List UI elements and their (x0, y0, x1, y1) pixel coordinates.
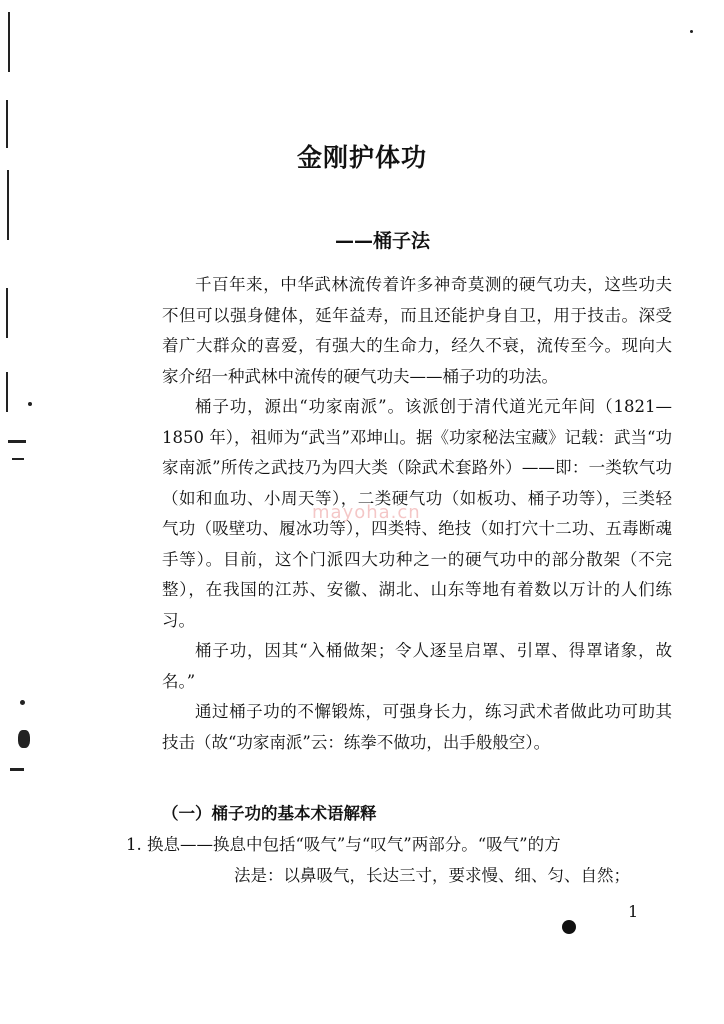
scan-speck (690, 30, 693, 33)
page-number: 1 (628, 902, 639, 921)
section-heading: （一）桶子功的基本术语解释 (162, 804, 377, 823)
term-line-2: 法是：以鼻吸气，长达三寸，要求慢、细、匀、自然； (234, 865, 630, 885)
paragraph-origin: 桶子功，源出“功家南派”。该派创于清代道光元年间（1821—1850 年），祖师为“武当”邓坤山。据《功家秘法宝藏》记载：武当“功家南派”所传之武技乃为四大类（除武术套路外）——即：一类软气功（如和血功、小周天等），二类硬气功（如板功、桶子功等），三类轻气功（吸壁功、履冰功等），四类特、绝技（如打穴十二功、五毒断魂手等）。目前，这个门派四大功种之一的硬气功中的部分散架（不完整），在我国的江苏、安徽、湖北、山东等地有着数以万计的人们练习。 (162, 397, 672, 630)
term-line-1 (126, 830, 671, 861)
scan-margin-line (8, 12, 10, 72)
term-definition (126, 830, 671, 891)
scan-speck (8, 440, 26, 443)
scan-margin-line (6, 372, 8, 412)
scan-speck (20, 700, 25, 705)
paragraph-name: 桶子功，因其“入桶做架；令人逐呈启罩、引罩、得罩诸象，故名。” (162, 641, 672, 691)
scan-margin-line (6, 288, 8, 338)
scan-speck (28, 402, 32, 406)
term-label: 1. 换息—— (126, 835, 213, 854)
paragraph-benefit: 通过桶子功的不懈锻炼，可强身长力，练习武术者做此功可助其技击（故“功家南派”云：练拳不做功，出手般般空）。 (162, 702, 672, 752)
scan-speck (18, 730, 30, 748)
scan-margin-line (7, 170, 9, 240)
watermark: mayoha.cn (312, 502, 421, 523)
page-subtitle: ——桶子法 (335, 230, 431, 252)
scan-speck (12, 458, 24, 460)
page-title: 金刚护体功 (296, 143, 427, 172)
term-text-1: 换息中包括“吸气”与“叹气”两部分。“吸气”的方 (213, 835, 561, 854)
scan-speck (10, 768, 24, 771)
scan-ink-blot (562, 920, 576, 934)
paragraph-intro: 千百年来，中华武林流传着许多神奇莫测的硬气功夫，这些功夫不但可以强身健体，延年益寿，而且还能护身自卫，用于技击。深受着广大群众的喜爱，有强大的生命力，经久不衰，流传至今。现向大家介绍一种武林中流传的硬气功夫——桶子功的功法。 (162, 275, 672, 386)
